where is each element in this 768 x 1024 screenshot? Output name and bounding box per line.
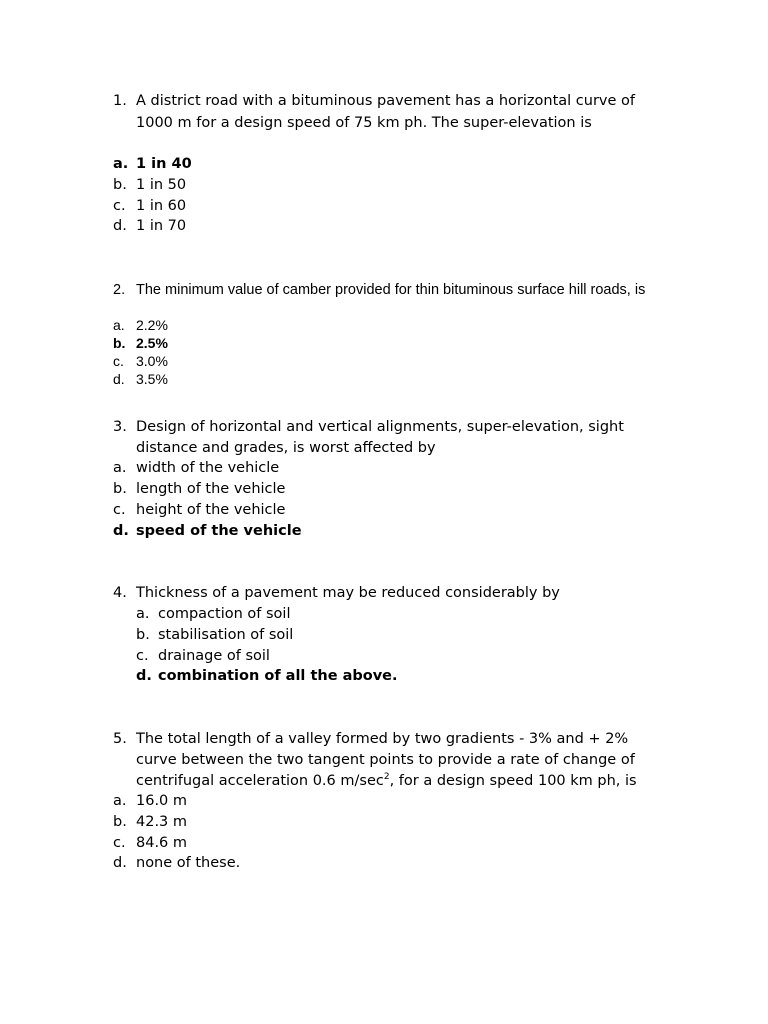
question-number: 3. <box>113 419 127 435</box>
option-text: height of the vehicle <box>136 502 286 518</box>
option-text: width of the vehicle <box>136 460 280 476</box>
question-number: 1. <box>113 93 127 109</box>
option-text: combination of all the above. <box>158 668 398 684</box>
option-text: 1 in 70 <box>136 218 187 234</box>
option-label: a. <box>113 317 125 333</box>
option-label: a. <box>113 793 127 809</box>
question-number: 4. <box>113 585 127 601</box>
question-text: The total length of a valley formed by two gradients - 3% and + 2% <box>136 731 629 747</box>
option-text: none of these. <box>136 855 241 871</box>
option-text: 2.5% <box>136 335 168 351</box>
question-number: 5. <box>113 731 127 747</box>
question-text-part: , for a design speed 100 km ph, is <box>389 773 637 789</box>
option-label: d. <box>113 218 127 234</box>
question-text: Design of horizontal and vertical alignments, super-elevation, sight <box>136 419 624 435</box>
question-text: distance and grades, is worst affected by <box>136 440 436 456</box>
superscript: 2 <box>383 772 390 782</box>
option-label: b. <box>113 177 127 193</box>
question-text: Thickness of a pavement may be reduced considerably by <box>136 585 560 601</box>
option-text: drainage of soil <box>158 648 270 664</box>
question-text: The minimum value of camber provided for thin bituminous surface hill roads, is <box>136 282 646 298</box>
option-label: a. <box>113 460 127 476</box>
option-label: b. <box>136 627 150 643</box>
option-text: length of the vehicle <box>136 481 286 497</box>
option-text: 1 in 50 <box>136 177 187 193</box>
option-label: c. <box>113 835 126 851</box>
option-label: d. <box>113 855 127 871</box>
question-text: A district road with a bituminous pavement has a horizontal curve of <box>136 93 636 109</box>
option-label: b. <box>113 335 126 351</box>
question-text-part: centrifugal acceleration 0.6 m/sec <box>136 773 384 789</box>
option-text: 16.0 m <box>136 793 188 809</box>
option-label: d. <box>113 371 125 387</box>
option-label: c. <box>136 648 149 664</box>
option-text: 3.5% <box>136 371 168 387</box>
question-number: 2. <box>113 282 126 298</box>
option-label: a. <box>113 156 129 172</box>
question-text: 1000 m for a design speed of 75 km ph. The super-elevation is <box>136 115 592 131</box>
option-text: 1 in 40 <box>136 156 192 172</box>
option-text: 3.0% <box>136 353 168 369</box>
option-text: 42.3 m <box>136 814 188 830</box>
option-label: c. <box>113 198 126 214</box>
question-text: curve between the two tangent points to provide a rate of change of <box>136 752 635 768</box>
option-text: compaction of soil <box>158 606 291 622</box>
option-label: c. <box>113 502 126 518</box>
option-text: speed of the vehicle <box>136 523 302 539</box>
option-text: stabilisation of soil <box>158 627 294 643</box>
option-label: c. <box>113 353 124 369</box>
option-text: 84.6 m <box>136 835 188 851</box>
option-text: 1 in 60 <box>136 198 187 214</box>
option-label: b. <box>113 481 127 497</box>
option-label: b. <box>113 814 127 830</box>
option-label: d. <box>136 668 152 684</box>
option-text: 2.2% <box>136 317 168 333</box>
option-label: d. <box>113 523 129 539</box>
question-text <box>136 771 637 791</box>
option-label: a. <box>136 606 150 622</box>
